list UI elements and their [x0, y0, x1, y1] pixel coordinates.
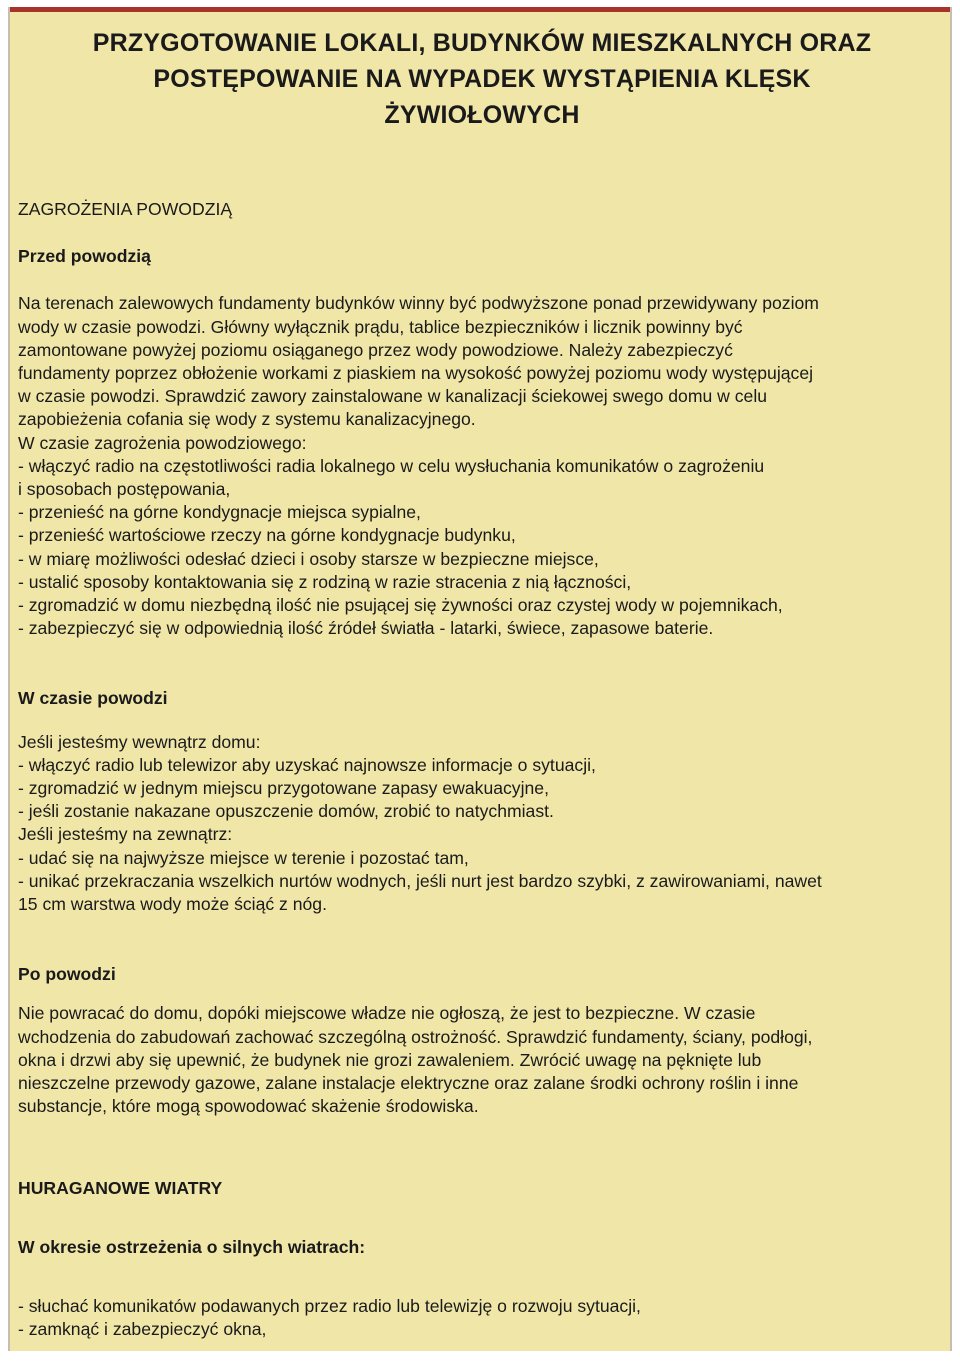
list-item: - włączyć radio lub telewizor aby uzyskać najnowsze informacje o sytuacji, [18, 754, 596, 775]
paragraph-line: Na terenach zalewowych fundamenty budynków winny być podwyższone ponad przewidywany poziom [18, 293, 819, 314]
after-flood-paragraph [18, 1002, 946, 1118]
list-item: - włączyć radio na częstotliwości radia lokalnego w celu wysłuchania komunikatów o zagrożeniu [18, 455, 765, 476]
list-item: 15 cm warstwa wody może ściąć z nóg. [18, 894, 327, 915]
paragraph-line: nieszczelne przewody gazowe, zalane instalacje elektryczne oraz zalane środki ochrony roślin i inne [18, 1073, 799, 1094]
list-item: - w miarę możliwości odesłać dzieci i osoby starsze w bezpieczne miejsce, [18, 548, 599, 569]
inside-label: Jeśli jesteśmy wewnątrz domu: [18, 731, 261, 752]
section-heading-wind: HURAGANOWE WIATRY [18, 1177, 223, 1198]
list-item: - zamknąć i zabezpieczyć okna, [18, 1319, 267, 1340]
paragraph-line: okna i drzwi aby się upewnić, że budynek nie grozi zawaleniem. Zwrócić uwagę na pęknięte lub [18, 1049, 762, 1070]
list-item: - zgromadzić w jednym miejscu przygotowane zapasy ewakuacyjne, [18, 778, 549, 799]
subheading-wind-warning: W okresie ostrzeżenia o silnych wiatrach: [18, 1236, 366, 1257]
document-content [18, 25, 946, 1341]
list-item: - słuchać komunikatów podawanych przez radio lub telewizję o rozwoju sytuacji, [18, 1295, 641, 1316]
wind-warning-list [18, 1295, 946, 1341]
paragraph-line: zamontowane powyżej poziomu osiąganego przez wody powodziowe. Należy zabezpieczyć [18, 339, 733, 360]
list-item: - przenieść na górne kondygnacje miejsca sypialne, [18, 502, 421, 523]
paragraph-line: zapobieżenia cofania się wody z systemu kanalizacyjnego. [18, 409, 476, 430]
title-line: POSTĘPOWANIE NA WYPADEK WYSTĄPIENIA KLĘSK [153, 65, 811, 93]
paragraph-line: wody w czasie powodzi. Główny wyłącznik prądu, tablice bezpieczników i licznik powinny być [18, 316, 743, 337]
list-item: - zabezpieczyć się w odpowiednią ilość źródeł światła - latarki, świece, zapasowe baterie. [18, 618, 714, 639]
list-item: - udać się na najwyższe miejsce w terenie i pozostać tam, [18, 847, 469, 868]
title-line: PRZYGOTOWANIE LOKALI, BUDYNKÓW MIESZKALNYCH ORAZ [92, 29, 872, 57]
outside-label: Jeśli jesteśmy na zewnątrz: [18, 824, 233, 845]
list-item: - zgromadzić w domu niezbędną ilość nie psującej się żywności oraz czystej wody w pojemnikach, [18, 595, 783, 616]
paragraph-line: Nie powracać do domu, dopóki miejscowe władze nie ogłoszą, że jest to bezpieczne. W czasie [18, 1003, 756, 1024]
paragraph-line: wchodzenia do zabudowań zachować szczególną ostrożność. Sprawdzić fundamenty, ściany, podłogi, [18, 1026, 813, 1047]
subheading-during-flood: W czasie powodzi [18, 688, 168, 709]
section-heading-flood: ZAGROŻENIA POWODZIĄ [18, 199, 233, 219]
paragraph-line: fundamenty poprzez obłożenie workami z piaskiem na wysokość powyżej poziomu wody występującej [18, 363, 814, 384]
during-flood-block [18, 731, 946, 917]
threat-label: W czasie zagrożenia powodziowego: [18, 432, 307, 453]
list-item: i sposobach postępowania, [18, 479, 231, 500]
paragraph-line: substancje, które mogą spowodować skażenie środowiska. [18, 1096, 479, 1117]
document-page [8, 7, 952, 1351]
paragraph-line: w czasie powodzi. Sprawdzić zawory zainstalowane w kanalizacji ściekowej swego domu w celu [18, 386, 768, 407]
before-flood-paragraph [18, 292, 946, 640]
list-item: - ustalić sposoby kontaktowania się z rodziną w razie stracenia z nią łączności, [18, 571, 632, 592]
title-line: ŻYWIOŁOWYCH [384, 101, 580, 129]
document-title [18, 25, 946, 133]
top-border [10, 7, 950, 12]
list-item: - jeśli zostanie nakazane opuszczenie domów, zrobić to natychmiast. [18, 801, 554, 822]
subheading-before-flood: Przed powodzią [18, 246, 151, 267]
list-item: - przenieść wartościowe rzeczy na górne kondygnacje budynku, [18, 525, 516, 546]
subheading-after-flood: Po powodzi [18, 964, 116, 985]
list-item: - unikać przekraczania wszelkich nurtów wodnych, jeśli nurt jest bardzo szybki, z zawirowaniami, nawet [18, 870, 822, 891]
